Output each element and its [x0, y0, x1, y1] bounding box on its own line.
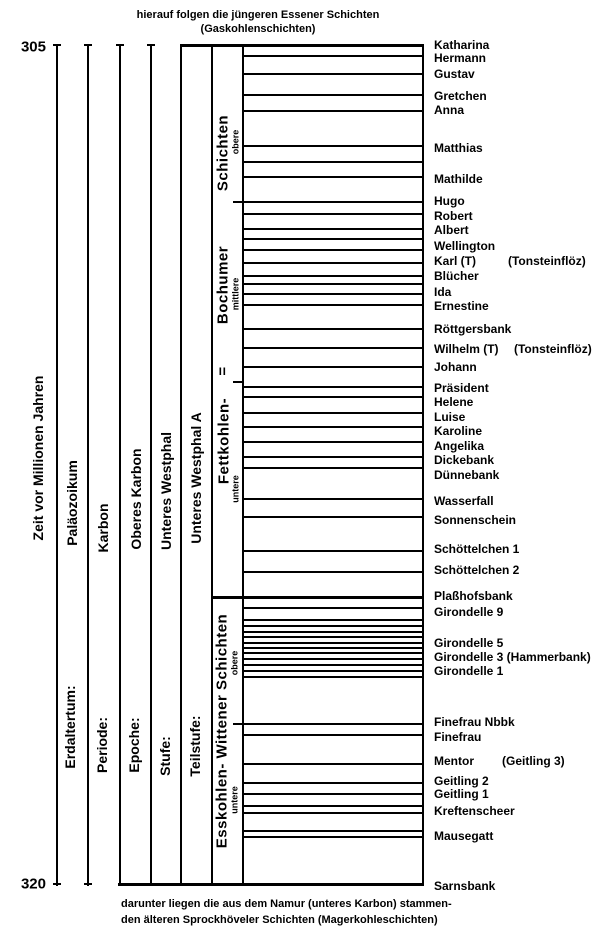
- seam-line: [242, 763, 423, 765]
- seam-line: [242, 238, 423, 240]
- seam-label: Albert: [434, 223, 469, 237]
- column-value-label: Unteres Westphal A: [188, 412, 204, 544]
- seam-label: Angelika: [434, 439, 485, 453]
- column-boundary-line: [87, 44, 89, 886]
- seam-line: [242, 201, 423, 203]
- column-boundary-line: [119, 44, 121, 886]
- unit-name-label: =: [214, 366, 232, 376]
- seam-line: [242, 328, 423, 330]
- seam-label: Karoline: [434, 424, 483, 438]
- column-value-label: Karbon: [95, 503, 111, 553]
- seam-line: [242, 812, 423, 814]
- seam-label: Ernestine: [434, 299, 489, 313]
- line-end-serif: [116, 44, 124, 46]
- seam-label: Sarnsbank: [434, 879, 496, 893]
- seam-label: Blücher: [434, 269, 479, 283]
- unit-name-label: Esskohlen- Wittener Schichten: [213, 613, 231, 849]
- seam-label: Mausegatt: [434, 829, 494, 843]
- seam-line: [242, 664, 423, 666]
- column-value-label: Unteres Westphal: [158, 432, 174, 550]
- seam-note: (Tonsteinflöz): [514, 342, 592, 356]
- seam-line: [242, 676, 423, 678]
- seam-line: [242, 467, 423, 469]
- unit-name-label: Bochumer: [214, 245, 232, 325]
- seam-label: Plaßhofsbank: [434, 589, 513, 603]
- column-category-label: Stufe:: [157, 736, 173, 776]
- seam-label: Geitling 1: [434, 787, 489, 801]
- seam-line: [242, 642, 423, 644]
- seam-label: Girondelle 1: [434, 664, 504, 678]
- seam-line: [242, 249, 423, 251]
- seam-label: Präsident: [434, 381, 489, 395]
- seam-label: Finefrau Nbbk: [434, 715, 515, 729]
- unit-subdivision-label: obere: [230, 129, 241, 155]
- seam-label: Gustav: [434, 67, 475, 81]
- seam-line: [242, 347, 423, 349]
- column-value-label: Paläozoikum: [64, 460, 80, 546]
- column-boundary-line: [180, 44, 182, 886]
- top-annotation-line1: hierauf folgen die jüngeren Essener Schichten: [136, 9, 380, 21]
- seam-label: Girondelle 3 (Hammerbank): [434, 650, 591, 664]
- seam-line: [242, 793, 423, 795]
- seam-line: [242, 426, 423, 428]
- seam-note: (Tonsteinflöz): [508, 254, 586, 268]
- column-boundary-line: [150, 44, 152, 886]
- seam-label: Kreftenscheer: [434, 804, 515, 818]
- seam-line: [242, 45, 423, 47]
- seam-label: Johann: [434, 360, 477, 374]
- seam-label: Robert: [434, 209, 473, 223]
- top-annotation-line2: (Gaskohlenschichten): [200, 23, 316, 35]
- seam-line: [242, 73, 423, 75]
- seam-label: Geitling 2: [434, 774, 489, 788]
- seam-line: [242, 412, 423, 414]
- seam-line: [242, 782, 423, 784]
- seam-label: Wellington: [434, 239, 496, 253]
- seam-line: [242, 396, 423, 398]
- column-category-label: Erdaltertum:: [62, 685, 78, 769]
- seam-line: [242, 723, 423, 725]
- time-axis-line: [56, 44, 58, 886]
- seam-line: [242, 386, 423, 388]
- seam-line: [242, 652, 423, 654]
- bottom-annotation-line2: den älteren Sprockhöveler Schichten (Magerkohleschichten): [121, 914, 438, 926]
- seam-line: [242, 597, 423, 599]
- seam-line: [242, 607, 423, 609]
- seam-label: Schöttelchen 1: [434, 542, 520, 556]
- unit-name-label: Schichten: [214, 114, 232, 192]
- line-end-serif: [53, 883, 61, 885]
- seam-label: Luise: [434, 410, 466, 424]
- axis-value-bottom: 320: [20, 875, 46, 893]
- seam-line: [242, 830, 423, 832]
- column-value-label: Oberes Karbon: [128, 448, 144, 550]
- column-boundary-line: [242, 44, 244, 886]
- column-category-label: Teilstufe:: [187, 715, 203, 777]
- seam-line: [242, 636, 423, 638]
- seam-line: [242, 498, 423, 500]
- line-end-serif: [53, 44, 61, 46]
- seam-line: [242, 658, 423, 660]
- seam-line: [242, 619, 423, 621]
- seam-label: Girondelle 9: [434, 605, 504, 619]
- unit-subdivision-label: untere: [230, 475, 241, 503]
- seam-label: Hugo: [434, 194, 465, 208]
- seam-line: [242, 304, 423, 306]
- column-category-label: Periode:: [94, 716, 110, 774]
- seam-note: (Geitling 3): [502, 754, 565, 768]
- seam-line: [242, 647, 423, 649]
- seam-label: Gretchen: [434, 89, 487, 103]
- unit-subdivision-label: untere: [229, 786, 240, 814]
- seam-label: Wasserfall: [434, 494, 494, 508]
- seam-label: Sonnenschein: [434, 513, 517, 527]
- seam-line: [242, 145, 423, 147]
- subdivision-tick: [233, 381, 243, 383]
- seam-line: [242, 293, 423, 295]
- seam-line: [242, 441, 423, 443]
- seam-label: Dünnebank: [434, 468, 500, 482]
- unit-name-label: Fettkohlen-: [215, 397, 233, 485]
- seam-line: [242, 734, 423, 736]
- seam-line: [242, 516, 423, 518]
- column-boundary-line: [422, 44, 424, 886]
- seam-line: [242, 550, 423, 552]
- seam-label: Mentor: [434, 754, 474, 768]
- seam-line: [242, 456, 423, 458]
- seam-line: [242, 283, 423, 285]
- column-category-label: Epoche:: [126, 717, 142, 773]
- axis-value-top: 305: [20, 38, 46, 56]
- seam-line: [242, 228, 423, 230]
- seam-label: Wilhelm (T): [434, 342, 499, 356]
- seam-label: Schöttelchen 2: [434, 563, 520, 577]
- seam-label: Ida: [434, 285, 452, 299]
- seam-line: [242, 631, 423, 633]
- seam-line: [242, 262, 423, 264]
- top-annotation: [96, 8, 420, 36]
- seam-line: [242, 366, 423, 368]
- seam-line: [242, 836, 423, 838]
- seam-line: [242, 571, 423, 573]
- seam-label: Finefrau: [434, 730, 482, 744]
- seam-line: [242, 884, 423, 886]
- seam-label: Karl (T): [434, 254, 476, 268]
- unit-subdivision-label: mittlere: [230, 277, 241, 311]
- line-end-serif: [84, 883, 92, 885]
- seam-label: Dickebank: [434, 453, 495, 467]
- unit-subdivision-label: obere: [229, 650, 240, 676]
- seam-line: [242, 275, 423, 277]
- seam-line: [242, 213, 423, 215]
- time-axis-label: Zeit vor Millionen Jahren: [30, 375, 46, 541]
- seam-label: Girondelle 5: [434, 636, 504, 650]
- seam-label: Matthias: [434, 141, 483, 155]
- bottom-annotation: [121, 896, 452, 928]
- seam-label: Röttgersbank: [434, 322, 512, 336]
- seam-label: Hermann: [434, 51, 487, 65]
- seam-line: [242, 161, 423, 163]
- seam-label: Katharina: [434, 38, 490, 52]
- seam-line: [242, 625, 423, 627]
- seam-label: Anna: [434, 103, 464, 117]
- seam-line: [242, 670, 423, 672]
- seam-label: Mathilde: [434, 172, 483, 186]
- seam-line: [242, 55, 423, 57]
- seam-line: [242, 110, 423, 112]
- line-end-serif: [147, 44, 155, 46]
- bottom-annotation-line1: darunter liegen die aus dem Namur (unteres Karbon) stammen-: [121, 898, 452, 910]
- seam-line: [242, 805, 423, 807]
- seam-label: Helene: [434, 395, 474, 409]
- seam-line: [242, 176, 423, 178]
- seam-line: [242, 94, 423, 96]
- line-end-serif: [84, 44, 92, 46]
